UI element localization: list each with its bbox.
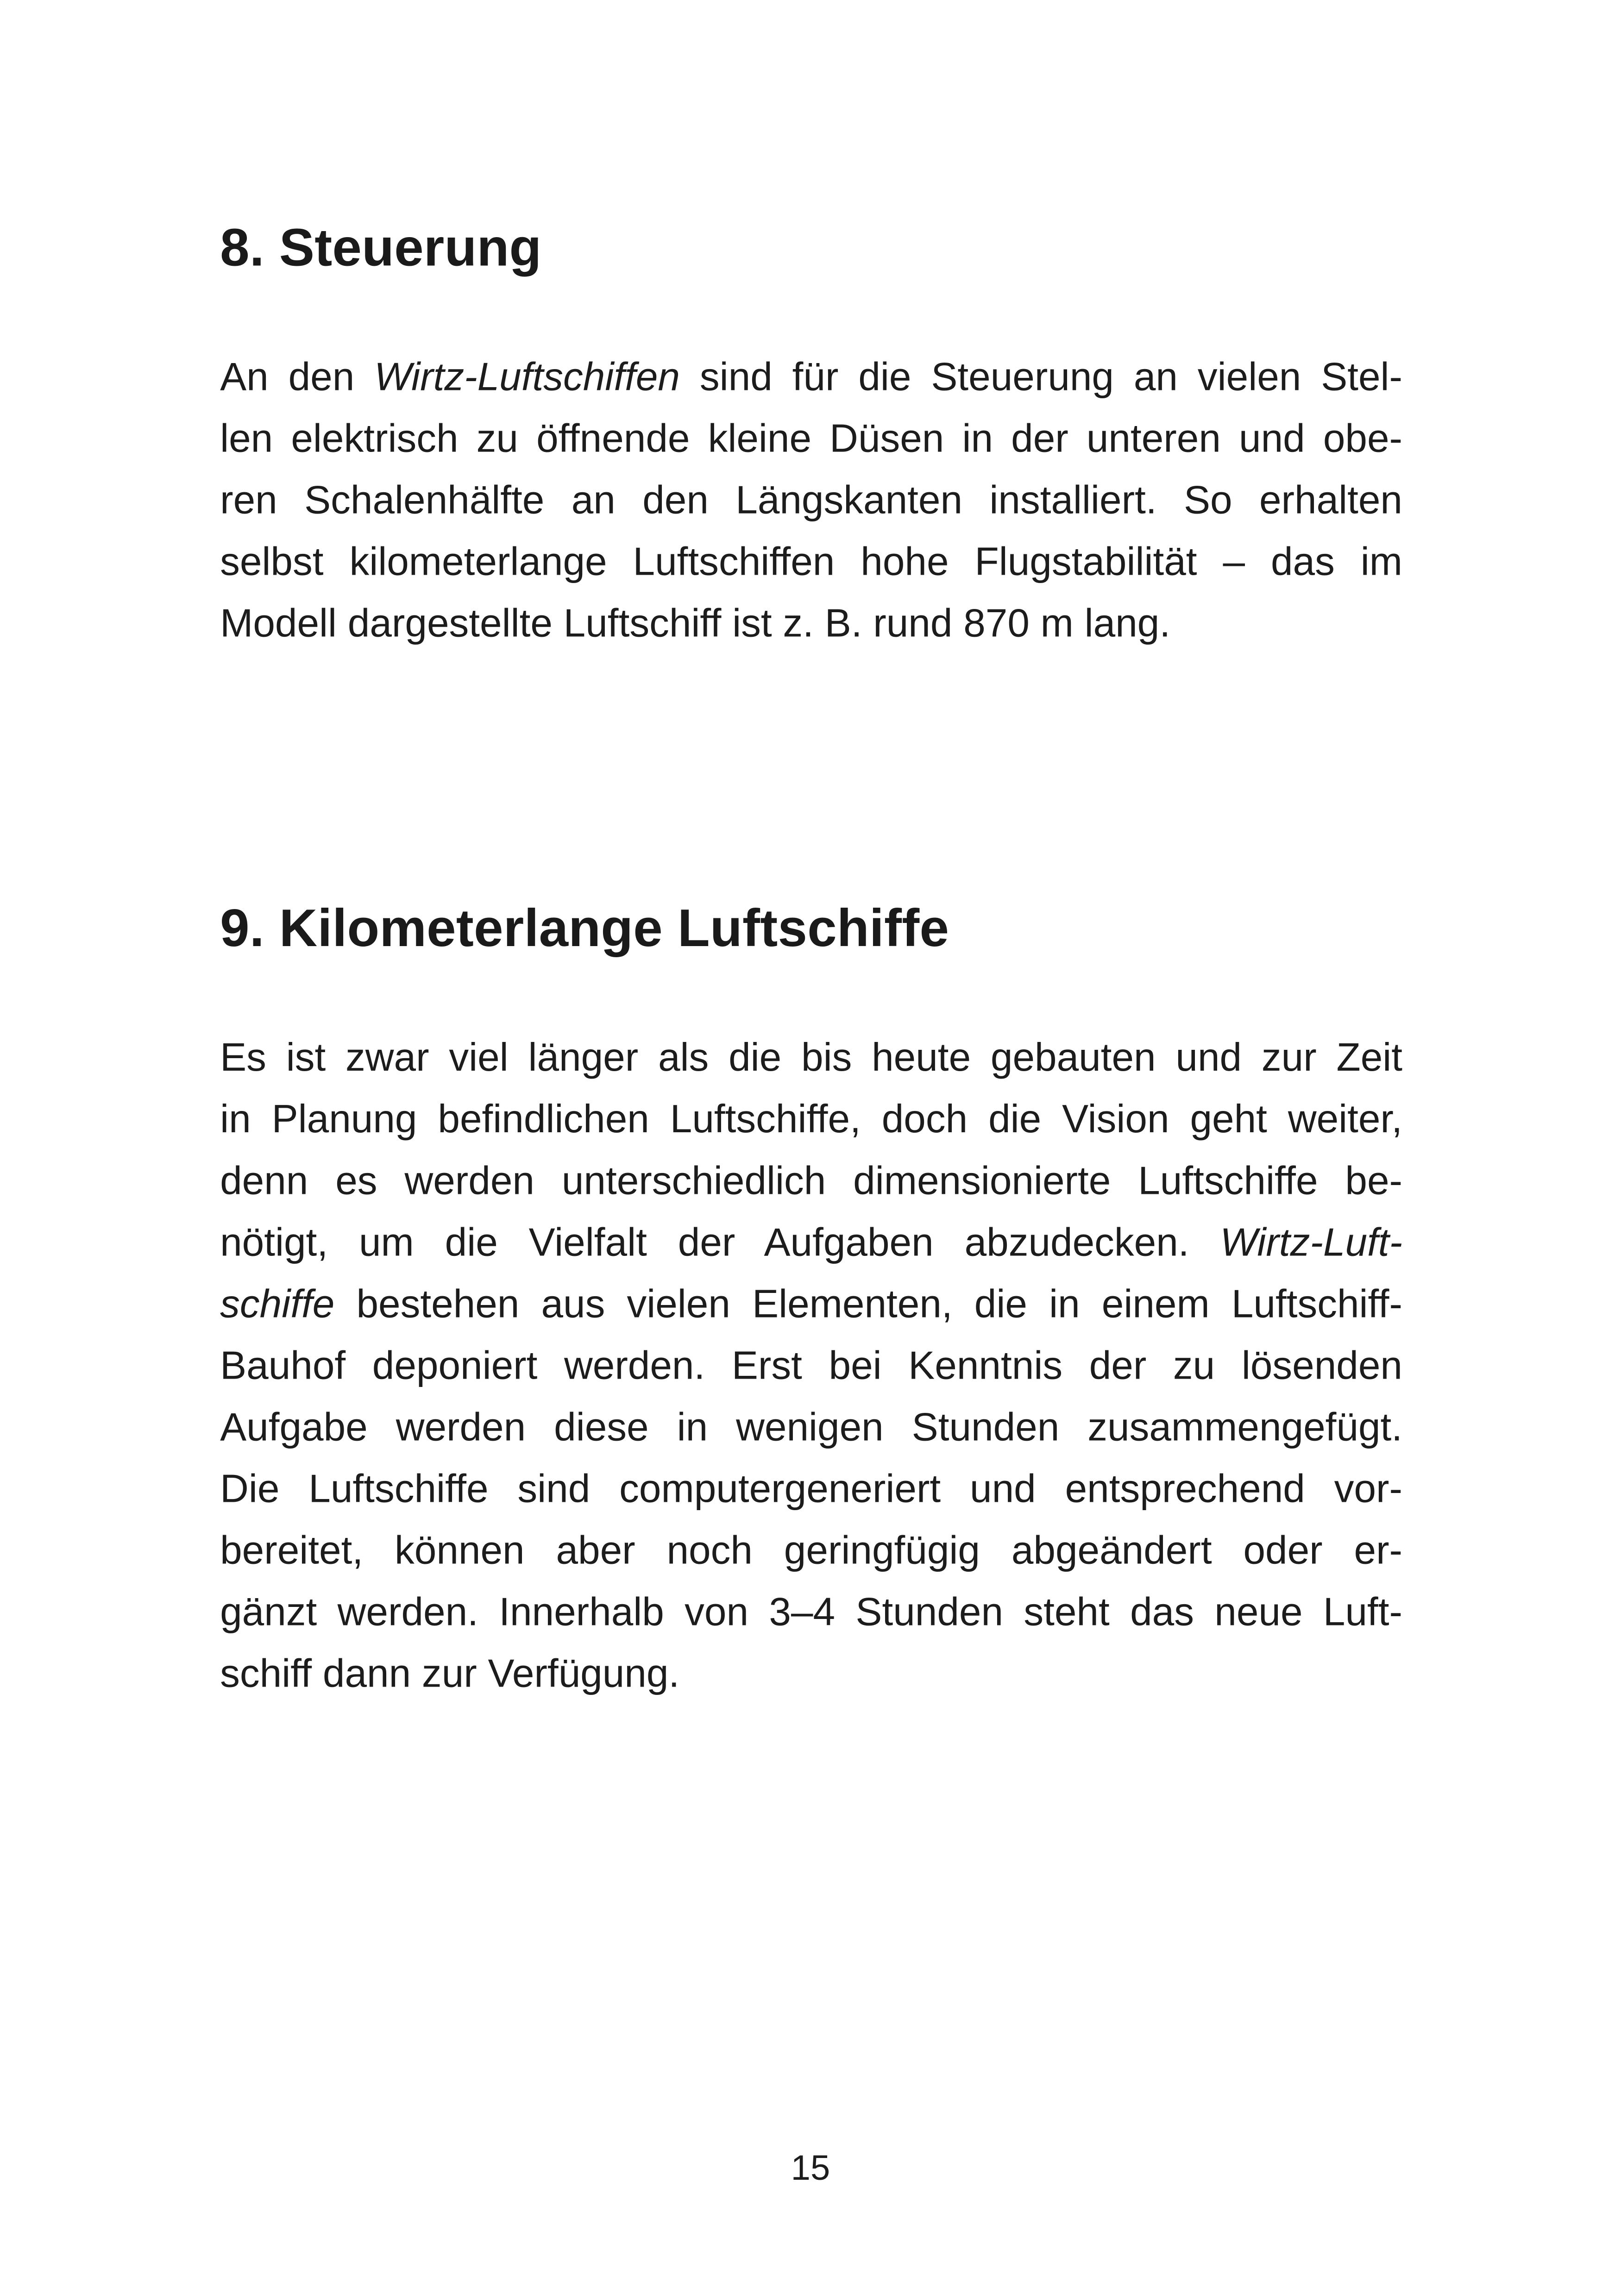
- text-line: bereitet, können aber noch geringfügig abgeändert oder er-: [220, 1528, 1403, 1573]
- text-line: in Planung befindlichen Luftschiffe, doch die Vision geht weiter,: [220, 1097, 1403, 1142]
- page-number: 15: [791, 2149, 830, 2189]
- text-line: Bauhof deponiert werden. Erst bei Kenntnis der zu lösenden: [220, 1343, 1403, 1388]
- section-heading-steuerung: 8. Steuerung: [220, 217, 542, 277]
- text-line: An den Wirtz-Luftschiffen sind für die Steuerung an vielen Stel-: [220, 355, 1403, 399]
- text-line: gänzt werden. Innerhalb von 3–4 Stunden steht das neue Luft-: [220, 1590, 1403, 1634]
- text-line: nötigt, um die Vielfalt der Aufgaben abzudecken. Wirtz-Luft-: [220, 1220, 1403, 1265]
- text-line: Aufgabe werden diese in wenigen Stunden zusammengefügt.: [220, 1405, 1403, 1449]
- paragraph-kilometerlange-luftschiffe: [220, 1027, 1402, 1704]
- text-line: ren Schalenhälfte an den Längskanten installiert. So erhalten: [220, 478, 1403, 522]
- text-line: len elektrisch zu öffnende kleine Düsen in der unteren und obe-: [220, 416, 1403, 461]
- paragraph-steuerung: [220, 346, 1402, 654]
- text-line: Die Luftschiffe sind computergeneriert und entsprechend vor-: [220, 1467, 1403, 1511]
- text-line: Es ist zwar viel länger als die bis heute gebauten und zur Zeit: [220, 1035, 1403, 1080]
- text-line: Modell dargestellte Luftschiff ist z. B. rund 870 m lang.: [220, 601, 1171, 646]
- text-line: schiffe bestehen aus vielen Elementen, die in einem Luftschiff-: [220, 1282, 1403, 1326]
- text-line: schiff dann zur Verfügung.: [220, 1651, 680, 1696]
- text-line: denn es werden unterschiedlich dimensionierte Luftschiffe be-: [220, 1159, 1403, 1203]
- text-line: selbst kilometerlange Luftschiffen hohe Flugstabilität – das im: [220, 539, 1403, 584]
- section-heading-kilometerlange-luftschiffe: 9. Kilometerlange Luftschiffe: [220, 897, 949, 958]
